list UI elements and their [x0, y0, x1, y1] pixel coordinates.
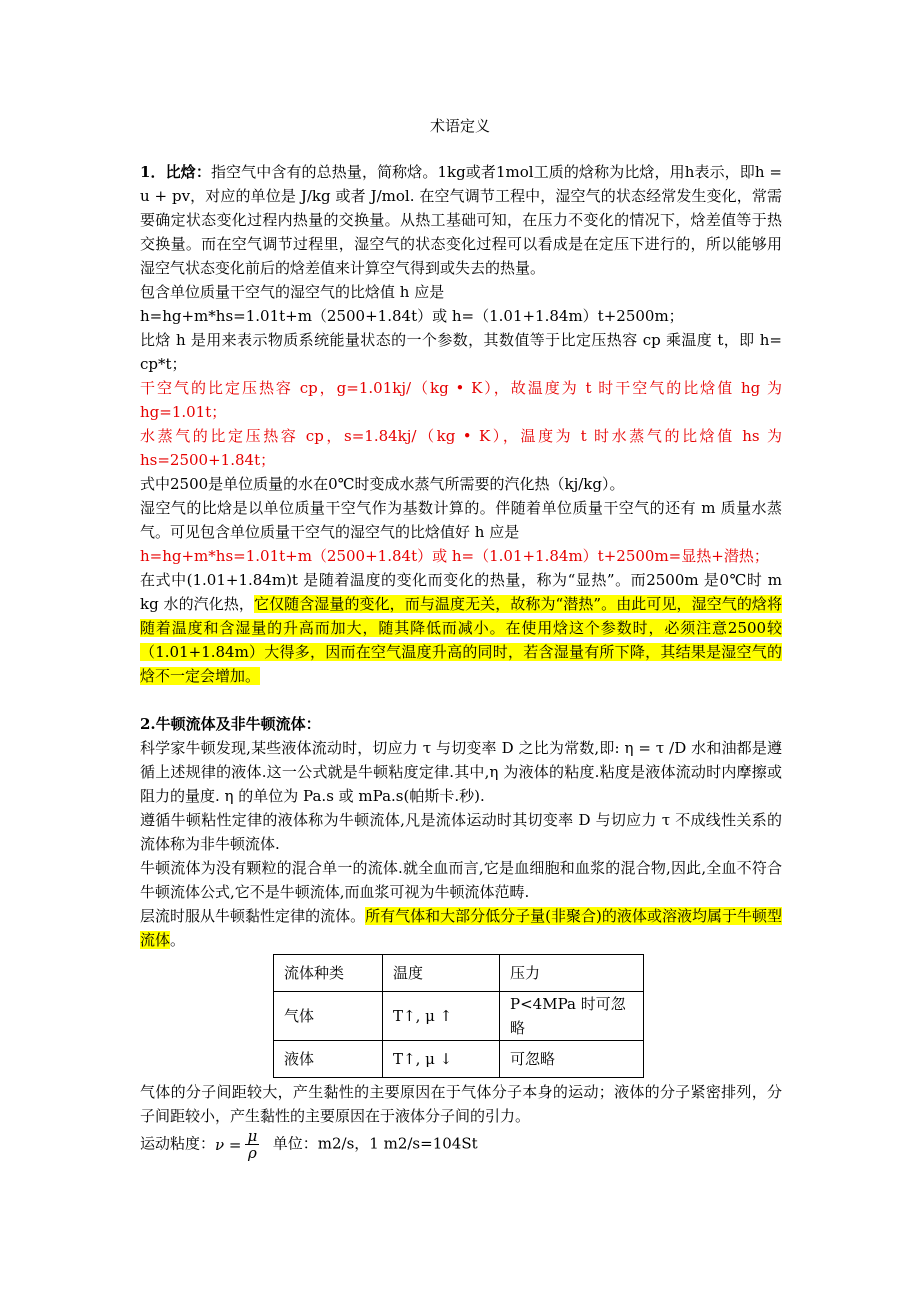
table-cell: 可忽略	[500, 1041, 644, 1078]
section1-paragraph-6	[140, 568, 782, 688]
document-body	[140, 160, 782, 1161]
kinematic-viscosity-units: 单位：m2/s，1 m2/s=104St	[272, 1134, 478, 1153]
table-row	[274, 992, 644, 1041]
section1-heading-number: 1．	[140, 163, 166, 181]
section1-text-plain: 在式中(1.01+1.84m)t 是随着温度的变化而变化的热量，称为“显热”。而2500m 是0℃时 m kg 水的汽化热，	[140, 571, 782, 613]
section2-paragraph-3: 牛顿流体为没有颗粒的混合单一的流体.就全血而言,它是血细胞和血浆的混合物,因此,全血不符合牛顿流体公式,它不是牛顿流体,而血浆可视为牛顿流体范畴.	[140, 859, 782, 901]
formula-lhs: ν =	[215, 1135, 242, 1154]
table-header-cell: 流体种类	[274, 955, 383, 992]
section1-formula-2: h=hg+m*hs=1.01t+m（2500+1.84t）或 h=（1.01+1.84m）t+2500m=显热+潜热；	[140, 547, 769, 565]
section1-paragraph-1	[140, 160, 782, 280]
section1-formula-1: h=hg+m*hs=1.01t+m（2500+1.84t）或 h=（1.01+1.84m）t+2500m；	[140, 307, 684, 325]
section1-vapor-enthalpy: 水蒸气的比定压热容 cp，s=1.84kj/（kg • K），温度为 t 时水蒸气的比焓值 hs 为 hs=2500+1.84t；	[140, 427, 782, 469]
table-cell: 液体	[274, 1041, 383, 1078]
table-header-cell: 温度	[383, 955, 500, 992]
table-header-cell: 压力	[500, 955, 644, 992]
page-title: 术语定义	[429, 117, 490, 135]
section1-paragraph-3: 比焓 h 是用来表示物质系统能量状态的一个参数，其数值等于比定压热容 cp 乘温度 t，即 h= cp*t；	[140, 331, 782, 373]
section2-heading: 2.牛顿流体及非牛顿流体：	[140, 715, 321, 733]
table-cell: T↑, μ ↑	[383, 992, 500, 1041]
section2-text-plain: 层流时服从牛顿黏性定律的流体。	[140, 907, 366, 925]
table-header-row	[274, 955, 644, 992]
section1-highlighted-text: 它仅随含湿量的变化，而与温度无关，故称为“潜热”。由此可见，湿空气的焓将随着温度和含湿量的升高而加大，随其降低而减小。在使用焓这个参数时，必须注意2500较（1.01+1.84m）大得多，因而在空气温度升高的同时，若含湿量有所下降，其结果是湿空气的焓不一定会增加。	[140, 595, 782, 685]
section1-paragraph-2: 包含单位质量干空气的湿空气的比焓值 h 应是	[140, 283, 445, 301]
section1-paragraph-5: 湿空气的比焓是以单位质量干空气作为基数计算的。伴随着单位质量干空气的还有 m 质量水蒸气。可见包含单位质量干空气的湿空气的比焓值好 h 应是	[140, 499, 782, 541]
formula-numerator: μ	[247, 1127, 258, 1145]
section2-paragraph-5: 气体的分子间距较大，产生黏性的主要原因在于气体分子本身的运动；液体的分子紧密排列，分子间距较小，产生黏性的主要原因在于液体分子间的引力。	[140, 1083, 782, 1125]
table-cell: T↑, μ ↓	[383, 1041, 500, 1078]
section2-paragraph-2: 遵循牛顿粘性定律的液体称为牛顿流体,凡是流体运动时其切变率 D 与切应力 τ 不成线性关系的流体称为非牛顿流体.	[140, 811, 782, 853]
section1-text-1: 指空气中含有的总热量，简称焓。1kg或者1mol工质的焓称为比焓，用h表示，即h = u + pv，对应的单位是 J/kg 或者 J/mol. 在空气调节工程中，湿空气的状态经常发生变化，常需要确定状态变化过程内热量的交换量。从热工基础可知，在压力不变化的情况下，焓差值等于热交换量。而在空气调节过程里，湿空气的状态变化过程可以看成是在定压下进行的，所以能够用湿空气状态变化前后的焓差值来计算空气得到或失去的热量。	[140, 163, 782, 277]
formula-denominator: ρ	[247, 1144, 257, 1162]
table-row	[274, 1041, 644, 1078]
formula-fraction	[245, 1128, 259, 1161]
table-cell: 气体	[274, 992, 383, 1041]
section1-paragraph-4: 式中2500是单位质量的水在0℃时变成水蒸气所需要的汽化热（kj/kg）。	[140, 475, 625, 493]
section1-dry-air-enthalpy: 干空气的比定压热容 cp，g=1.01kj/（kg • K），故温度为 t 时干空气的比焓值 hg 为 hg=1.01t；	[140, 379, 782, 421]
section2-text-end: 。	[170, 931, 186, 949]
fluid-properties-table	[273, 954, 644, 1078]
section2-kinematic-viscosity	[140, 1128, 782, 1161]
kinematic-viscosity-label: 运动粘度：	[140, 1134, 216, 1153]
section2-highlighted-text: 所有气体和大部分低分子量(非聚合)的液体或溶液均属于牛顿型流体	[140, 907, 782, 949]
section2-paragraph-1: 科学家牛顿发现,某些液体流动时，切应力 τ 与切变率 D 之比为常数,即: η = τ /D 水和油都是遵循上述规律的液体.这一公式就是牛顿粘度定律.其中,η 为液体的粘度.粘度是液体流动时内摩擦或阻力的量度. η 的单位为 Pa.s 或 mPa.s(帕斯卡.秒).	[140, 739, 782, 805]
section-gap	[140, 688, 782, 712]
table-cell: P<4MPa 时可忽略	[500, 992, 644, 1041]
section1-heading-label: 比焓：	[165, 163, 211, 181]
section2-paragraph-4	[140, 904, 782, 952]
